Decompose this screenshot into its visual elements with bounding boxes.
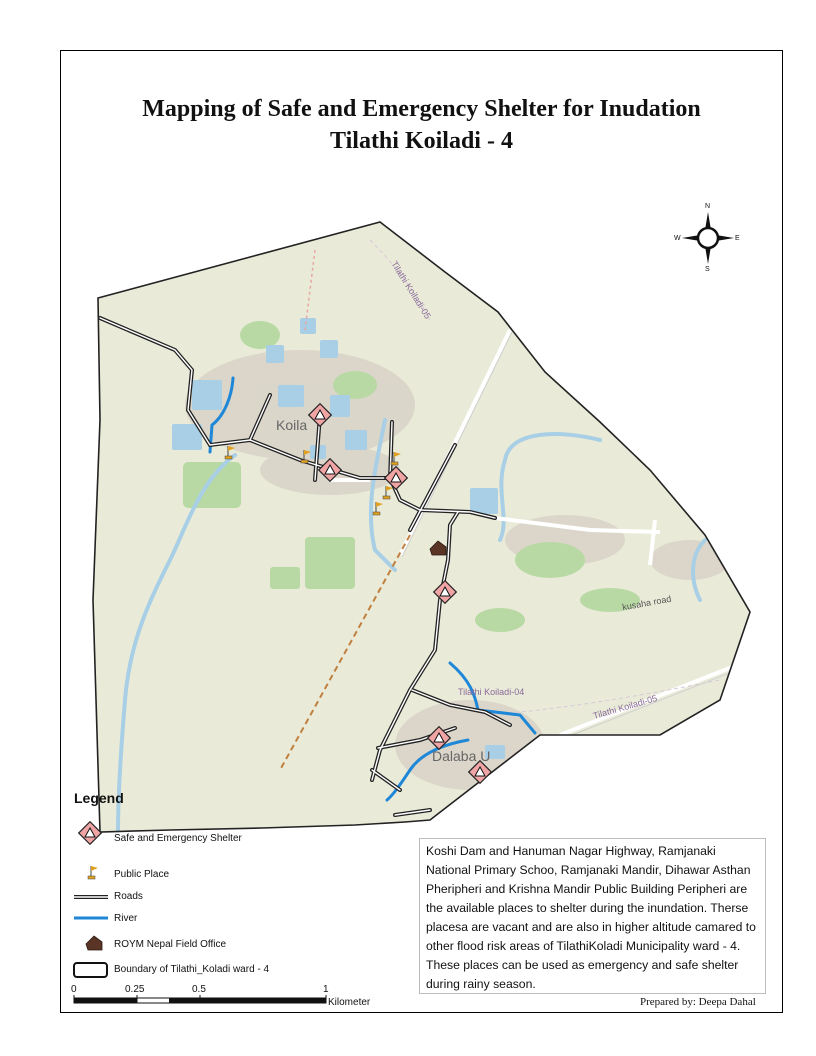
- compass-w-label: W: [674, 235, 681, 242]
- legend-label: ROYM Nepal Field Office: [114, 939, 227, 950]
- compass-e-label: E: [735, 235, 740, 242]
- legend-label: Safe and Emergency Shelter: [114, 833, 242, 844]
- dalaba-label: Dalaba U: [432, 748, 491, 764]
- legend-label: River: [114, 913, 138, 924]
- legend-label: Roads: [114, 891, 143, 902]
- tilathi-05-label-bottom: Tilathi Koiladi-05: [591, 693, 659, 721]
- scale-unit: Kilometer: [328, 997, 371, 1008]
- map-title-line1: Mapping of Safe and Emergency Shelter for Inudation: [142, 96, 701, 122]
- scale-tick-025: 0.25: [125, 984, 145, 995]
- legend-label: Boundary of Tilathi_Koladi ward - 4: [114, 964, 270, 975]
- scale-tick-05: 0.5: [192, 984, 206, 995]
- legend-symbols: [74, 822, 108, 977]
- north-arrow: [682, 212, 734, 264]
- koila-label: Koila: [276, 417, 308, 433]
- tilathi-04-label: Tilathi Koiladi-04: [458, 687, 525, 697]
- tilathi-05-label-top: Tilathi Koiladi-05: [389, 259, 433, 321]
- kusaha-road-label: kusaha road: [621, 593, 673, 613]
- map-title-line2: Tilathi Koiladi - 4: [330, 128, 513, 154]
- legend-title: Legend: [74, 790, 124, 806]
- compass-s-label: S: [705, 266, 710, 273]
- prepared-by: Prepared by: Deepa Dahal: [640, 996, 756, 1008]
- compass-n-label: N: [705, 203, 711, 210]
- legend-label: Public Place: [114, 869, 170, 880]
- scale-tick-0: 0: [71, 984, 77, 995]
- scale-bar: [74, 995, 326, 1003]
- info-text-box: Koshi Dam and Hanuman Nagar Highway, Ramjanaki National Primary Schoo, Ramjanaki Mandir, Dihawar Asthan Pheripheri and Krishna Mandir Public Building Peripheri are the available places to shelter during the inundation. Therse placesa are vacant and are also in higher altitude camared to other flood risk areas of TilathiKoladi Municipality ward - 4. These places can be used as emergency and safe shelter during rainy season.: [419, 838, 766, 994]
- scale-tick-1: 1: [323, 984, 329, 995]
